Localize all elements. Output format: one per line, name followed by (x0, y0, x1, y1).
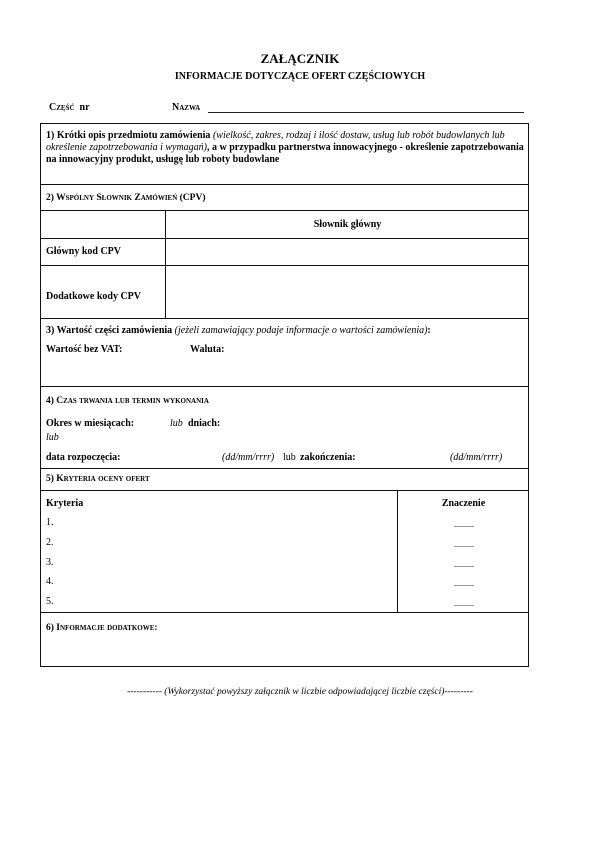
currency-input[interactable] (228, 342, 348, 356)
criterion-1-input[interactable] (62, 515, 392, 529)
end-date-label: zakończenia: (300, 452, 356, 463)
section-1-title: 1) Krótki opis przedmiotu zamówienia (46, 130, 211, 141)
section-3-heading (46, 325, 431, 337)
additional-cpv-label: Dodatkowe kody CPV (46, 291, 142, 302)
weight-3-blank[interactable] (454, 566, 474, 567)
months-input[interactable] (122, 416, 167, 430)
section-6-heading: 6) Informacje dodatkowe: (46, 623, 158, 633)
footer-note: ----------- (Wykorzystać powyższy załącznik w liczbie odpowiadającej liczbie części)--------- (127, 687, 473, 697)
section-2-heading: 2) Wspólny Słownik Zamówień (CPV) (46, 193, 206, 203)
start-date-input[interactable] (122, 450, 218, 464)
section-3-hint: (jeżeli zamawiający podaje informacje o wartości zamówienia) (174, 325, 428, 336)
criterion-1: 1. (46, 517, 54, 528)
main-cpv-input[interactable] (167, 239, 528, 265)
part-nr-label: nr (79, 102, 90, 113)
date-format-hint: (dd/mm/rrrr) (450, 452, 503, 463)
currency-label: Waluta: (190, 344, 225, 355)
days-input[interactable] (226, 416, 306, 430)
criteria-header: Kryteria (46, 498, 84, 509)
value-without-vat-input[interactable] (128, 342, 186, 356)
date-format-hint: (dd/mm/rrrr) (222, 452, 275, 463)
main-cpv-label: Główny kod CPV (46, 246, 122, 257)
end-date-input[interactable] (360, 450, 446, 464)
additional-cpv-input[interactable] (167, 266, 528, 318)
months-label: Okres w miesiącach: (46, 418, 135, 429)
or-text: lub (46, 432, 59, 443)
divider (40, 210, 529, 211)
section-5-heading: 5) Kryteria oceny ofert (46, 474, 150, 484)
criterion-4-input[interactable] (62, 574, 392, 588)
weight-2-blank[interactable] (454, 546, 474, 547)
section-3-title: 3) Wartość części zamówienia (46, 325, 173, 336)
days-label: dniach: (188, 418, 221, 429)
value-without-vat-label: Wartość bez VAT: (46, 344, 123, 355)
additional-info-input[interactable] (42, 638, 527, 665)
section-1-heading (46, 130, 524, 166)
weight-5-blank[interactable] (454, 605, 474, 606)
divider (40, 318, 529, 319)
criterion-2-input[interactable] (62, 535, 392, 549)
cpv-column-header: Słownik główny (313, 219, 382, 230)
divider (40, 184, 529, 185)
name-label: Nazwa (172, 102, 201, 113)
criterion-5-input[interactable] (62, 594, 392, 608)
weight-4-blank[interactable] (454, 585, 474, 586)
criterion-2: 2. (46, 537, 54, 548)
criterion-3: 3. (46, 557, 54, 568)
divider (40, 386, 529, 387)
weight-header: Znaczenie (441, 498, 486, 509)
document-subtitle: INFORMACJE DOTYCZĄCE OFERT CZĘŚCIOWYCH (174, 71, 426, 82)
section-1-answer-area[interactable] (40, 172, 529, 184)
divider (40, 468, 529, 469)
divider (40, 612, 529, 613)
name-input-line[interactable] (208, 112, 524, 113)
document-title: ZAŁĄCZNIK (260, 51, 340, 66)
section-1-title-rest: , a w przypadku partnerstwa innowacyjnego - określenie zapotrzebowania na innowacyjny produkt, usługę lub roboty budowlane (46, 142, 524, 165)
criterion-5: 5. (46, 596, 54, 607)
criterion-4: 4. (46, 576, 54, 587)
part-number-field (49, 102, 90, 114)
section-1-hint: (wielkość, zakres, rodzaj i ilość dostaw, usług lub robót budowlanych lub określenie zapotrzebowania i wymagań) (46, 130, 505, 153)
or-text: lub (283, 452, 296, 463)
start-date-label: data rozpoczęcia: (46, 452, 121, 463)
criterion-3-input[interactable] (62, 555, 392, 569)
part-label: Część (49, 102, 75, 113)
colon: : (427, 325, 431, 336)
or-text: lub (170, 418, 183, 429)
section-4-heading: 4) Czas trwania lub termin wykonania (46, 396, 209, 406)
weight-1-blank[interactable] (454, 526, 474, 527)
divider (40, 490, 529, 491)
